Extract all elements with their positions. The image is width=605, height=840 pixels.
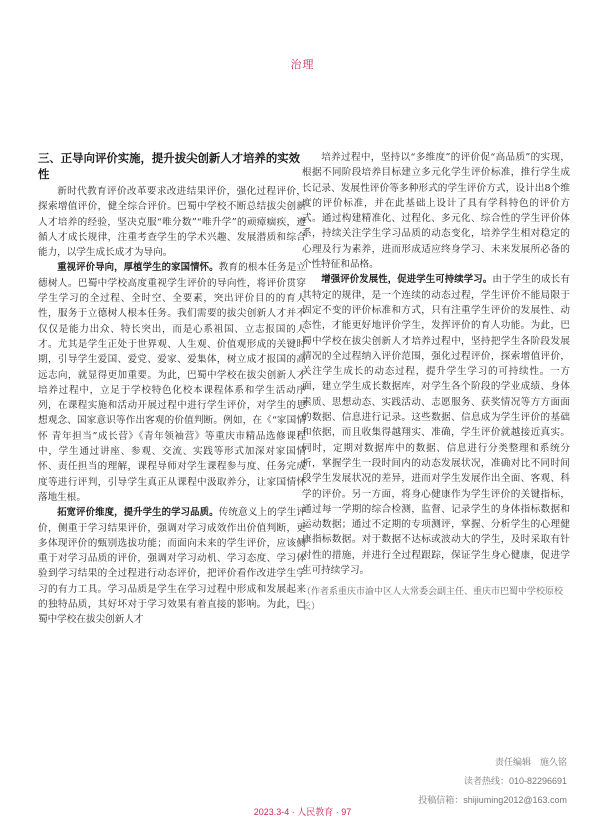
paragraph-body: 教育的根本任务是立德树人。巴蜀中学校高度重视学生评价的导向性，将评价贯穿学生学习的全过程、全时空、全要素，突出评价目的的育人性，服务于立德树人根本任务。我们需要的拔尖创新人才并不仅仅是能力出众、特长突出，而是心系祖国、立志报国的人才。尤其是学生正处于世界观、人生观、价值观形成的关键时期，引导学生爱国、爱党、爱家、爱集体，树立成才报国的高远志向，就显得更加重要。为此，巴蜀中学校在拔尖创新人才培养过程中，立足于学校特色化校本课程体系和学生活动序列，在课程实施和活动开展过程中进行学生评价，对学生的思想观念、国家意识等作出客观的价值判断。例如，在《“家国情怀 青年担当”成长营》《青年领袖营》等重庆市精品选修课程中，学生通过讲座、参观、交流、实践等形式加深对家国情怀、责任担当的理解，课程导师对学生课程参与度、任务完成度等进行评判，引导学生真正从课程中汲取养分，让家国情怀落地生根。 — [38, 262, 307, 503]
credits-editor: 责任编辑 施久铭 — [494, 757, 567, 767]
paragraph-lead: 增强评价发展性，促进学生可持续学习。 — [321, 274, 493, 286]
paragraph-sustainable-learning — [302, 272, 570, 578]
credits-hotline: 读者热线：010-82296691 — [463, 776, 567, 786]
right-column — [302, 150, 570, 614]
paragraph-learning-quality — [38, 505, 306, 627]
section-tag: 治理 — [290, 59, 315, 71]
paragraph-body: 传统意义上的学生评价，侧重于学习结果评价，强调对学习成效作出价值判断，更多体现评价的甄别选拔功能；而面向未来的学生评价，应该侧重于对学习品质的评价，强调对学习动机、学习态度、学习体验到学习结果的全过程进行动态评价，把评价看作改进学生学习的有力工具。学习品质是学生在学习过程中形成和发展起来的独特品质，其好坏对于学习效果有着直接的影响。为此，巴蜀中学校在拔尖创新人才 — [38, 507, 307, 626]
left-column — [38, 150, 306, 628]
intro-paragraph: 新时代教育评价改革要求改进结果评价，强化过程评价，探索增值评价，健全综合评价。巴蜀中学校不断总结拔尖创新人才培养的经验，坚决克服“唯分数”“唯升学”的顽瘴痼疾，遵循人才成长规律，注重考查学生的学术兴趣、发展潜质和综合能力，以学生成长成才为导向。 — [38, 186, 306, 259]
author-note: （作者系重庆市渝中区人大常委会副主任、重庆市巴蜀中学校原校长） — [302, 586, 564, 612]
credits-email: 投稿信箱：shijiuming2012@163.com — [418, 795, 567, 805]
section-title: 三、正导向评价实施，提升拔尖创新人才培养的实效性 — [38, 151, 300, 181]
paragraph-lead: 重视评价导向，厚植学生的家国情怀。 — [57, 262, 219, 274]
paragraph-body: 由于学生的成长有其特定的规律，是一个连续的动态过程，学生评价不能局限于固定不变的评价标准和方式，只有注重学生评价的发展性、动态性，才能更好地评价学生，发挥评价的育人功能。为此，巴蜀中学校在拔尖创新人才培养过程中，坚持把学生各阶段发展情况的全过程纳入评价范围，强化过程评价，探索增值评价，关注学生成长的动态过程，提升学生学习的可持续性。一方面，建立学生成长数据库，对学生各个阶段的学业成绩、身体素质、思想动态、实践活动、志愿服务、获奖情况等方方面面的数据、信息进行记录。这些数据、信息成为学生评价的基础和依据，而且收集得越翔实、准确，学生评价就越接近真实。同时，定期对数据库中的数据、信息进行分类整理和系统分析，掌握学生一段时间内的动态发展状况，准确对比不同时间段学生发展状况的差异，进而对学生发展作出全面、客观、科学的评价。另一方面，将身心健康作为学生评价的关键指标，通过每一学期的综合检测，监督、记录学生的身体指标数据和运动数据；通过不定期的专项测评，掌握、分析学生的心理健康指标数据。对于数据不达标或波动大的学生，及时采取有针对性的措施，并进行全过程跟踪，保证学生身心健康，促进学生可持续学习。 — [302, 274, 571, 577]
paragraph-continuation: 培养过程中，坚持以“多维度”的评价促“高品质”的实现，根据不同阶段培养目标建立多元化学生评价标准，推行学生成长记录、发展性评价等多种形式的学生评价方式，设计出8个维度的评价标准，并在此基础上设计了具有学科特色的评价方式。通过构建精准化、过程化、多元化、综合性的学生评价体系，持续关注学生学习品质的动态变化，培养学生相对稳定的心理及行为素养，进而形成适应终身学习、未来发展所必备的个性特征和品格。 — [302, 152, 570, 271]
page-footer: 2023.3-4 · 人民教育 · 97 — [253, 807, 352, 817]
paragraph-family-feelings — [38, 260, 306, 505]
paragraph-lead: 拓宽评价维度，提升学生的学习品质。 — [57, 507, 219, 519]
